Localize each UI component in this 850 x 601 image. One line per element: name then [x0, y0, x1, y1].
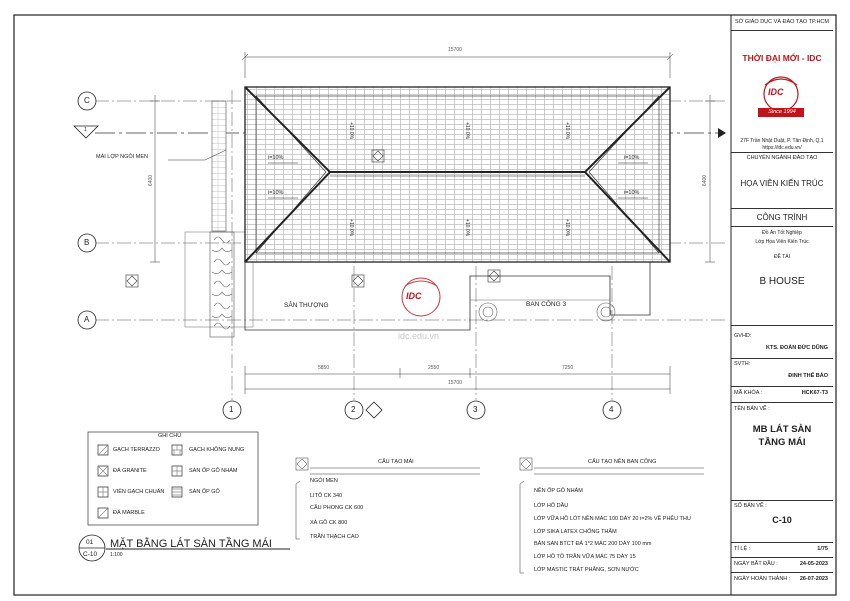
tb-end-label: NGÀY HOÀN THÀNH :	[734, 576, 791, 582]
legend-item-marble: ĐÁ MARBLE	[113, 510, 145, 516]
dim-bottom-total: 15700	[448, 380, 462, 386]
roof-layer-3: CẦU PHONG CK 600	[310, 505, 364, 511]
tb-topic: B HOUSE	[759, 276, 805, 287]
drawing-number: 01	[86, 539, 94, 546]
dim-side-left: 6400	[148, 174, 155, 187]
section-marker-label: 1	[84, 127, 87, 133]
tb-start: 24-05-2023	[799, 561, 828, 567]
balcony-layer-4: LỚP SIKA LATEX CHỐNG THẤM	[534, 529, 617, 535]
grid-label-3: 3	[473, 405, 478, 414]
ridge-label-4: +10.0%	[348, 218, 355, 237]
roof-layer-5: TRẦN THẠCH CAO	[310, 534, 359, 540]
terrace-outline	[185, 232, 253, 327]
elevation-marker	[366, 402, 382, 418]
tb-program: HỌA VIÊN KIẾN TRÚC	[740, 179, 824, 188]
grid-label-1: 1	[229, 405, 234, 414]
tb-sheet-no-label: SỐ BẢN VẼ :	[734, 503, 767, 509]
tb-scale: 1/75	[817, 546, 828, 552]
roof-layer-1: NGÓI MEN	[310, 478, 338, 484]
slope-label-2: i=10%	[268, 190, 284, 196]
balcony-layer-2: LỚP HỒ DẦU	[534, 503, 569, 509]
tb-end: 26-07-2023	[799, 576, 828, 582]
balcony-layer-7: LỚP MASTIC TRÁT PHẲNG, SƠN NƯỚC	[534, 567, 639, 573]
tb-student-label: SVTH:	[734, 361, 751, 367]
tb-course: HCK67-T3	[801, 390, 828, 396]
dim-top-total: 15700	[448, 47, 462, 53]
tb-project-line1: Đồ Án Tốt Nghiệp	[762, 230, 802, 236]
tb-start-label: NGÀY BẮT ĐẦU :	[734, 561, 778, 567]
tb-project-label: CÔNG TRÌNH	[756, 213, 808, 222]
roof-plan	[245, 87, 670, 262]
tb-instructor-label: GVHD:	[734, 333, 752, 339]
tb-instructor: KTS. ĐOÀN ĐỨC DŨNG	[765, 345, 828, 351]
tb-since: Since 1994	[768, 109, 796, 115]
ridge-label-1: +10.0%	[348, 121, 355, 140]
tb-scale-label: TỈ LỆ :	[734, 546, 751, 552]
grid-label-2: 2	[351, 405, 356, 414]
drawing-scale: 1:100	[110, 552, 123, 558]
tb-project-line2: Lớp Họa Viên Kiến Trúc	[755, 239, 809, 245]
ridge-label-6: +10.0%	[564, 218, 571, 237]
tb-topic-label: ĐỀ TÀI	[773, 254, 791, 260]
planter-left	[210, 232, 234, 337]
roof-layer-2: LITÔ CK 340	[310, 493, 343, 499]
tb-drawing-name-line2: TẦNG MÁI	[758, 437, 806, 448]
balcony-layer-1: NỀN ỐP GỖ NHÁM	[534, 488, 583, 494]
roof-layers-title: CẤU TẠO MÁI	[378, 459, 414, 465]
drawing-title: MẶT BẰNG LÁT SÀN TẦNG MÁI	[110, 538, 272, 550]
balcony-layer-5: BẢN SÀN BTCT ĐÁ 1*2 MÁC 200 DÀY 100 mm	[534, 541, 652, 547]
side-gutter	[212, 101, 226, 231]
balcony-layer-6: LỚP HỒ TÔ TRẦN VỮA MÁC 75 DÀY 15	[534, 554, 636, 560]
roof-callout: MÁI LỢP NGÓI MEN	[96, 154, 148, 160]
dim-side-right: 6400	[702, 174, 709, 187]
legend-item-unfired-brick: GẠCH KHÔNG NUNG	[189, 447, 245, 453]
tb-logo-text: IDC	[768, 87, 784, 97]
legend-item-terrazzo: GẠCH TERRAZZO	[113, 447, 160, 453]
ridge-label-3: +10.0%	[564, 121, 571, 140]
tb-sheet-no: C-10	[772, 515, 792, 525]
dimension-top	[242, 52, 673, 78]
grid-label-4: 4	[609, 405, 614, 414]
legend-title: GHI CHÚ	[158, 433, 182, 439]
tb-drawing-name-line1: MB LÁT SÀN	[752, 424, 812, 435]
grid-label-b: B	[84, 238, 90, 247]
tb-website[interactable]: https://idc.edu.vn/	[762, 145, 802, 151]
dim-bottom-seg3: 7250	[562, 365, 574, 371]
grid-label-c: C	[84, 96, 90, 105]
slope-label-4: i=10%	[624, 190, 640, 196]
tb-program-label: CHUYÊN NGÀNH ĐÀO TẠO	[746, 155, 818, 161]
legend-item-granite: ĐÁ GRANITE	[113, 468, 147, 474]
legend-item-standard-brick: VIÊN GẠCH CHUẨN	[113, 489, 165, 495]
balcony-layers-title: CẤU TẠO NỀN BAN CÔNG	[588, 459, 657, 465]
grid-label-a: A	[84, 315, 90, 324]
ridge-label-2: +10.0%	[464, 121, 471, 140]
tb-brand: THỜI ĐẠI MỚI - IDC	[742, 53, 822, 63]
balcony-layer-3: LỚP VỮA HỒ LÓT NỀN MÁC 100 DÀY 20 i=2% VỀ PHỄU THU	[534, 516, 691, 522]
legend-item-rough-wood: SÀN ỐP GỖ NHÁM	[189, 468, 238, 474]
legend-item-wood: SÀN ỐP GỖ	[189, 489, 220, 495]
tb-org: SỞ GIÁO DỤC VÀ ĐÀO TẠO TP.HCM	[735, 19, 829, 25]
tb-course-label: MÃ KHÓA :	[734, 390, 763, 396]
watermark-url: idc.edu.vn	[398, 331, 440, 341]
drawing-sheet-ref: C-10	[83, 551, 98, 558]
area-label-terrace: SÂN THƯỢNG	[284, 302, 329, 309]
watermark-logo-text: IDC	[406, 291, 422, 301]
roof-layer-4: XÀ GỒ CK 800	[310, 520, 348, 526]
dim-bottom-seg2: 2550	[428, 365, 440, 371]
slope-label-3: i=10%	[624, 155, 640, 161]
area-label-balcony: BAN CÔNG 3	[526, 301, 567, 308]
ridge-label-5: +10.0%	[464, 218, 471, 237]
tb-student: ĐINH THẾ BẢO	[788, 373, 828, 379]
slope-label-1: i=10%	[268, 155, 284, 161]
dim-bottom-seg1: 5850	[318, 365, 330, 371]
tb-drawing-name-label: TÊN BẢN VẼ :	[734, 406, 770, 412]
tb-address: 27F Trần Nhật Duật, P. Tân Định, Q.1	[740, 138, 824, 144]
